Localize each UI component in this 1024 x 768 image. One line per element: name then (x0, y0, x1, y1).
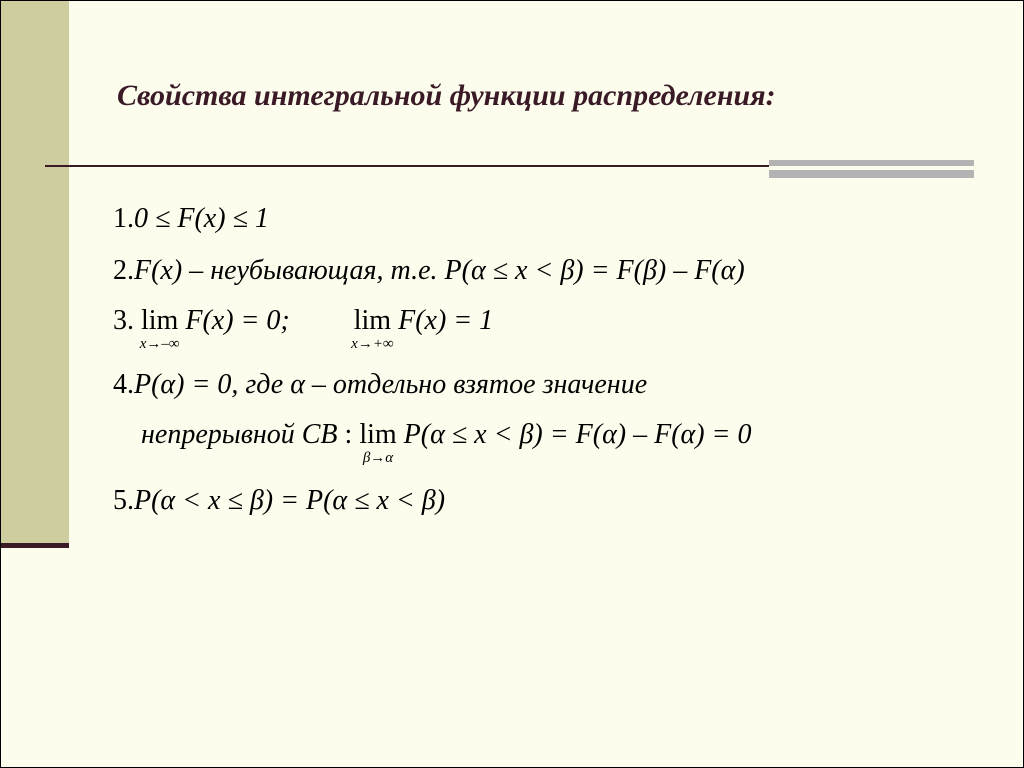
slide-title: Свойства интегральной функции распределения: (117, 79, 776, 112)
side-decor-rule (1, 543, 69, 548)
property-number: 2. (113, 255, 134, 286)
property-5 (113, 487, 445, 515)
formula: F(x) – (134, 255, 211, 286)
property-number: 3. (113, 305, 134, 336)
property-text: непрерывной СВ (141, 419, 338, 450)
formula: P(α ≤ x < β) = F(β) – F(α) (437, 255, 745, 286)
limit-subscript: β→α (362, 450, 394, 466)
property-4-continued: непрерывной СВ : lim β→α P(α ≤ x < β) = F(α) – F(α) = 0 (141, 419, 752, 466)
property-text: где α – отдельно взятое значение (245, 369, 648, 400)
property-number: 4. (113, 369, 134, 400)
limit-subscript: x→+∞ (351, 336, 394, 352)
limit-subscript: x→–∞ (139, 336, 180, 352)
limit-operator: lim β→α (359, 419, 397, 466)
property-text: неубывающая, т.е. (210, 255, 438, 286)
formula: P(α < x ≤ β) = P(α ≤ x < β) (134, 485, 446, 516)
formula: F(x) = 0; (178, 305, 290, 336)
title-accent-bar (769, 160, 974, 178)
property-4 (113, 371, 647, 399)
property-2 (113, 257, 745, 285)
formula: F(x) = 1 (391, 305, 494, 336)
property-1 (113, 205, 269, 233)
property-number: 1. (113, 203, 134, 234)
limit-operator: lim x→–∞ (139, 305, 180, 352)
formula: P(α ≤ x < β) = F(α) – F(α) = 0 (396, 419, 752, 450)
property-3 (113, 305, 494, 352)
property-number: 5. (113, 485, 134, 516)
formula: P(α) = 0, (134, 369, 246, 400)
limit-operator: lim x→+∞ (351, 305, 394, 352)
side-decor-bar (1, 1, 69, 545)
formula: 0 ≤ F(x) ≤ 1 (134, 203, 269, 234)
